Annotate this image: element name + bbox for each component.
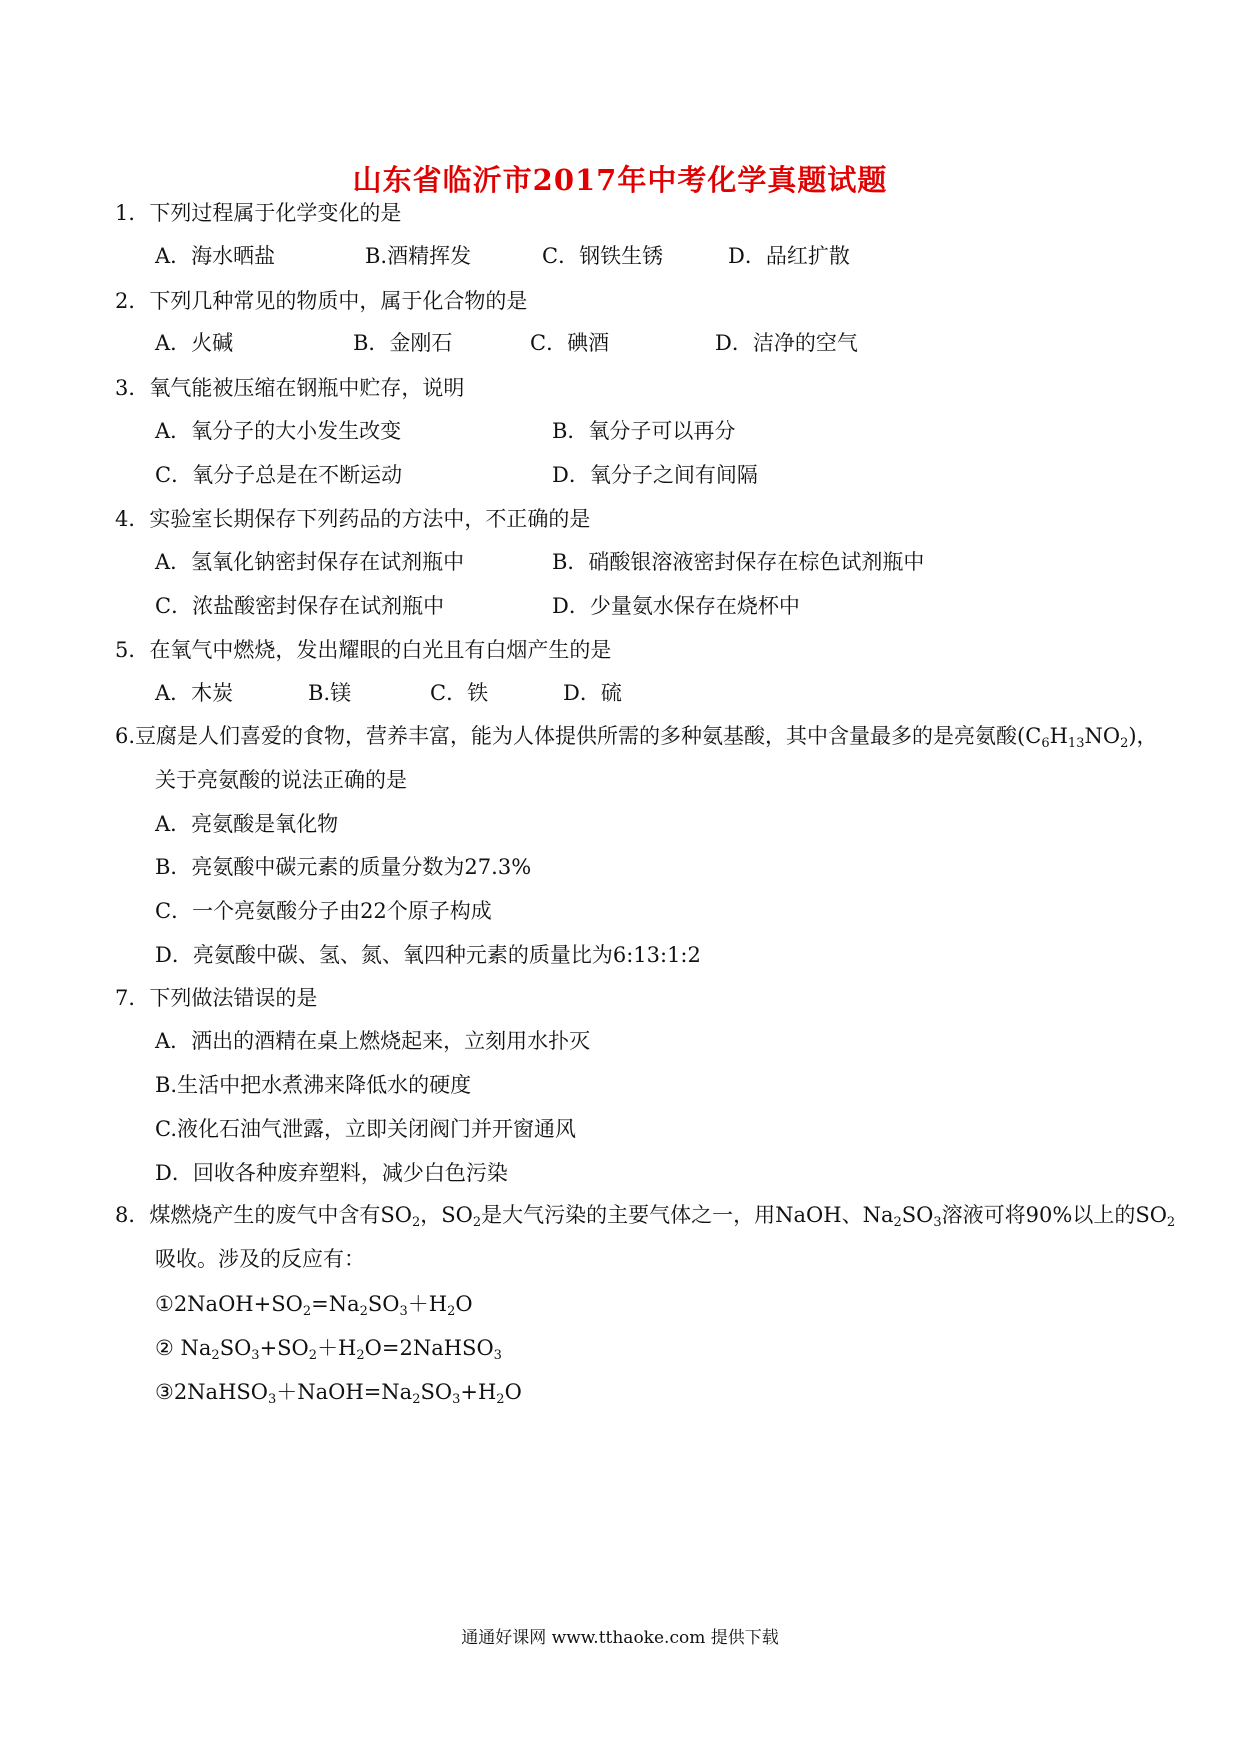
page-footer: 通通好课网 www.tthaoke.com 提供下载 [461,1628,779,1648]
question-2-option-a: A．火碱 [155,331,234,355]
question-4-option-b: B．硝酸银溶液密封保存在棕色试剂瓶中 [552,550,925,574]
question-7-option-d: D．回收各种废弃塑料，减少白色污染 [155,1161,508,1185]
reaction-1: $①2NaOH+SO_2=Na_2SO_3+H_2O$ [155,1292,473,1319]
question-8-stem-line-2: 吸收。涉及的反应有： [155,1247,365,1271]
question-4-stem: 4．实验室长期保存下列药品的方法中，不正确的是 [115,507,591,531]
question-6-stem-line-2: 关于亮氨酸的说法正确的是 [155,768,407,792]
question-3-option-d: D．氧分子之间有间隔 [552,463,758,487]
question-6-stem-line-1: 6.豆腐是人们喜爱的食物，营养丰富，能为人体提供所需的多种氨基酸，其中含量最多的是亮氨酸$(C_6H_{13}NO_2)$， [115,724,1158,751]
question-5-stem: 5．在氧气中燃烧，发出耀眼的白光且有白烟产生的是 [115,638,612,662]
page-title: 山东省临沂市2017年中考化学真题试题 [352,163,888,197]
question-4-option-c: C．浓盐酸密封保存在试剂瓶中 [155,594,445,618]
question-5-option-c: C．铁 [430,681,489,705]
question-2-option-d: D．洁净的空气 [715,331,858,355]
question-6-option-a: A．亮氨酸是氧化物 [155,812,339,836]
question-1-stem: 1．下列过程属于化学变化的是 [115,201,402,225]
reaction-3: $③2NaHSO_3+NaOH=Na_2SO_3+H_2O$ [155,1380,522,1407]
question-1-option-c: C．钢铁生锈 [542,244,664,268]
question-7-option-c: C.液化石油气泄露，立即关闭阀门并开窗通风 [155,1117,576,1141]
question-4-option-d: D．少量氨水保存在烧杯中 [552,594,800,618]
question-6-option-b: B．亮氨酸中碳元素的质量分数为27.3% [155,855,532,879]
question-3-stem: 3．氧气能被压缩在钢瓶中贮存，说明 [115,376,465,400]
question-8-stem-line-1: 8．煤燃烧产生的废气中含有$SO_2$，$SO_2$是大气污染的主要气体之一，用NaOH、$Na_2SO_3$溶液可将90%以上的$SO_2$ [115,1203,1176,1230]
question-7-option-b: B.生活中把水煮沸来降低水的硬度 [155,1073,472,1097]
reaction-2: ② $Na_2SO_3+SO_2+H_2O=2NaHSO_3$ [155,1336,502,1363]
question-3-option-c: C．氧分子总是在不断运动 [155,463,403,487]
question-5-option-d: D．硫 [563,681,622,705]
question-7-option-a: A．洒出的酒精在桌上燃烧起来，立刻用水扑灭 [155,1029,591,1053]
question-2-stem: 2．下列几种常见的物质中，属于化合物的是 [115,289,528,313]
question-5-option-b: B.镁 [308,681,352,705]
question-6-option-d: D．亮氨酸中碳、氢、氮、氧四种元素的质量比为6:13:1:2 [155,943,701,967]
question-7-stem: 7．下列做法错误的是 [115,986,318,1010]
question-5-option-a: A．木炭 [155,681,234,705]
question-4-option-a: A．氢氧化钠密封保存在试剂瓶中 [155,550,465,574]
question-3-option-b: B．氧分子可以再分 [552,419,736,443]
question-3-option-a: A．氧分子的大小发生改变 [155,419,402,443]
question-2-option-c: C．碘酒 [530,331,610,355]
question-1-option-b: B.酒精挥发 [365,244,472,268]
question-2-option-b: B．金刚石 [353,331,453,355]
question-6-option-c: C．一个亮氨酸分子由22个原子构成 [155,899,492,923]
question-1-option-a: A．海水晒盐 [155,244,276,268]
question-1-option-d: D．品红扩散 [728,244,850,268]
